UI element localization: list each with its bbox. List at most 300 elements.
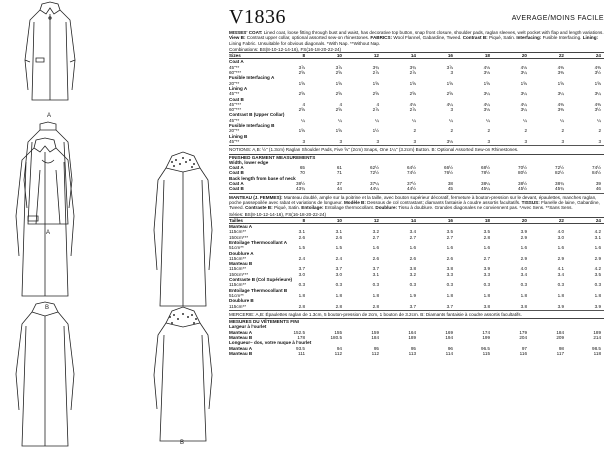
yardage-value: 3⅛ [483, 70, 490, 76]
fabric-width-label: 45"*** [229, 101, 242, 107]
yardage-value: ¼ [523, 117, 527, 123]
yardage-value: 1.8 [335, 292, 342, 298]
measurement-value: 71 [336, 170, 342, 176]
yardage-value: 3⅜ [557, 107, 564, 113]
yardage-value: 4.0 [557, 229, 564, 235]
measurement-row-label: Manteau A [229, 329, 253, 335]
yardage-value: 3⅛ [483, 107, 490, 113]
size-cell: 10 [336, 53, 342, 59]
sizes-label: Tailles [229, 217, 243, 223]
size-cell: 22 [558, 53, 564, 59]
size-cell: 12 [373, 53, 379, 59]
english-description [229, 30, 604, 46]
size-cell: 10 [336, 217, 342, 223]
yardage-value: 3.8 [409, 266, 416, 272]
size-cell: 20 [521, 53, 527, 59]
yardage-value: 1⅝ [557, 80, 564, 86]
yardage-value: 1.6 [483, 245, 490, 251]
yardage-value: 4.2 [594, 266, 601, 272]
yardage-value: 2.9 [520, 234, 527, 240]
yardage-value: ¼ [301, 117, 305, 123]
measurement-value: 45 [447, 186, 453, 192]
lining-title: Lining: [582, 35, 599, 41]
measurement-row-label: Coat A [229, 165, 244, 171]
english-sizes-header [229, 52, 604, 59]
yardage-value: 3.2 [409, 271, 416, 277]
yardage-value: 1.8 [520, 292, 527, 298]
yardage-value: 3⅜ [557, 70, 564, 76]
yardage-value: 4⅜ [557, 101, 564, 107]
yardage-value: 2.8 [298, 303, 305, 309]
size-cell: 18 [484, 53, 490, 59]
fabric-section-label: Manteau A [229, 224, 253, 230]
measurement-value: 38½ [296, 181, 305, 187]
yardage-value: 2⅞ [409, 70, 416, 76]
yardage-value: 3⅛ [446, 138, 453, 144]
fabric-section-label: Lining B [229, 133, 248, 139]
measurement-value: 189 [408, 335, 416, 341]
measurement-value: 95 [410, 345, 416, 351]
yardage-value: 3.3 [483, 271, 490, 277]
yardage-value: 2 [598, 128, 601, 134]
measurement-value: 76½ [444, 170, 453, 176]
yardage-value: 3.1 [372, 271, 379, 277]
yardage-value: 3 [524, 138, 527, 144]
measurement-row-label: Manteau A [229, 345, 253, 351]
measurement-value: 118 [593, 350, 601, 356]
measurement-row-label: Coat B [229, 170, 244, 176]
yardage-value: 3.1 [298, 229, 305, 235]
yardage-value: 1.6 [409, 245, 416, 251]
yardage-value: 2⅝ [446, 91, 453, 97]
yardage-value: 2.7 [483, 255, 490, 261]
series-line: Séries: BS(8-10-12-14-16), FS(16-18-20-22-24) [229, 211, 327, 217]
yardage-value: ¼ [338, 117, 342, 123]
yardage-value: 3 [302, 138, 305, 144]
interfacing-text: Fusible Interfacing. [542, 35, 582, 41]
yardage-value: 3.0 [557, 234, 564, 240]
fabric-section-label: Entoilage Thermocollant A [229, 239, 288, 245]
size-cell: 16 [447, 53, 453, 59]
yardage-value: 2.7 [446, 234, 453, 240]
yardage-value: 3¼ [520, 91, 527, 97]
yardage-value: 2 [413, 128, 416, 134]
measurement-value: 38¼ [481, 181, 490, 187]
yardage-value: 3.7 [298, 266, 305, 272]
measurement-value: 95 [373, 345, 379, 351]
yardage-value: 3.7 [409, 303, 416, 309]
measurement-value: 46 [595, 186, 601, 192]
fabric-section-label: Doublure A [229, 250, 254, 256]
measurement-value: 155 [334, 329, 342, 335]
english-width-table [229, 165, 604, 176]
french-width-table [229, 330, 604, 341]
size-cell: 24 [595, 217, 601, 223]
measurement-value: 37 [336, 181, 342, 187]
combinations-line: Combinations: BS(8-10-12-14-16), FS(16-18-20-22-24) [229, 46, 342, 52]
measurement-value: 98 [558, 345, 564, 351]
yardage-value: 2.9 [594, 255, 601, 261]
yardage-value: 3⅞ [335, 64, 342, 70]
pattern-code: V1836 [229, 6, 286, 28]
yardage-value: 3.7 [372, 266, 379, 272]
fabric-width-label: 115cm** [229, 303, 247, 309]
figure-label-b-front: B [45, 305, 50, 311]
french-description-text: Manteau doublé, ample sur la poitrine et la taille, avec bouton supérieur décoratif, fermeture à bouton-pression sur le devant, épaulettes, manches raglan, poche passepoilée avec rabat et variations de longueur. [229, 194, 597, 205]
measurement-value: 117 [556, 350, 564, 356]
french-description-title: MANTEAU (J. FEMMES): [229, 194, 283, 200]
measurement-value: 96.5 [481, 345, 490, 351]
measurement-row-label: Manteau B [229, 335, 253, 341]
figure-label-b-back: B [180, 440, 185, 446]
yardage-value: 1.5 [335, 245, 342, 251]
technical-drawings-panel [0, 0, 228, 450]
fabric-section-label: Coat B [229, 96, 244, 102]
pattern-header [229, 6, 604, 28]
measurement-value: 80½ [518, 170, 527, 176]
lining-text: Lining Fabric. Unsuitable for obvious diagonals. *With Nap. **Without Nap. [229, 40, 381, 46]
yardage-value: 3.0 [298, 271, 305, 277]
yardage-value: 3.8 [446, 266, 453, 272]
size-cell: 14 [410, 53, 416, 59]
yardage-value: 1⅝ [335, 80, 342, 86]
yardage-value: 4⅜ [594, 101, 601, 107]
measurement-value: 44 [336, 186, 342, 192]
yardage-value: 3¼ [483, 91, 490, 97]
yardage-value: 1.8 [557, 292, 564, 298]
yardage-value: 1.8 [372, 292, 379, 298]
yardage-value: 2.6 [335, 234, 342, 240]
coat-b-back-rhinestone-drawing [150, 305, 216, 445]
yardage-value: 3.0 [335, 271, 342, 277]
yardage-value: 3.9 [483, 266, 490, 272]
instructions-column [229, 30, 604, 356]
fabric-width-label: 115cm** [229, 229, 247, 235]
tissus-text: Flanelle de laine, Gabardine, Tweed. [229, 199, 600, 211]
yardage-value: 1⅝ [520, 80, 527, 86]
measurement-value: 37¼ [370, 181, 379, 187]
measurement-value: 39 [595, 181, 601, 187]
yardage-value: 3 [413, 138, 416, 144]
yardage-value: 0.3 [409, 282, 416, 288]
yardage-value: 2⅝ [298, 91, 305, 97]
fabric-width-label: 45"** [229, 138, 240, 144]
measurement-value: 159 [371, 329, 379, 335]
measurement-value: 45½ [518, 186, 527, 192]
english-description-text: Lined coat, loose fitting through bust and waist, has decorative top button, snap front closure, shoulder pads, raglan sleeves, welt pocket with flap and length variations. [263, 30, 604, 35]
fabric-width-label: 20"** [229, 80, 240, 86]
yardage-value: 3.7 [335, 266, 342, 272]
measurement-value: 70 [299, 170, 305, 176]
yardage-value: 3 [598, 138, 601, 144]
modele-b-title: Modèle B: [343, 199, 366, 205]
yardage-value: 3 [450, 70, 453, 76]
yardage-value: 3.7 [446, 303, 453, 309]
largeur-title: Largeur à l'ourlet [229, 324, 267, 330]
fabric-section-label: Entoilage Thermocollant B [229, 287, 288, 293]
measurement-row-label: Coat B [229, 186, 244, 192]
measurement-value: 44¼ [370, 186, 379, 192]
measurement-row-label: Manteau B [229, 350, 253, 356]
mesures-title: MESURES DU VÊTEMENTS FINI [229, 318, 604, 324]
yardage-value: 3.9 [520, 229, 527, 235]
measurement-value: 199 [482, 335, 490, 341]
yardage-value: 2 [524, 128, 527, 134]
french-back-length-table [229, 346, 604, 357]
yardage-value: 3.8 [483, 303, 490, 309]
yardage-value: 4⅛ [520, 64, 527, 70]
yardage-value: 3¾ [372, 64, 379, 70]
yardage-value: 1.8 [446, 292, 453, 298]
yardage-value: 2.7 [409, 234, 416, 240]
fabric-width-label: 115cm** [229, 266, 247, 272]
yardage-value: 1.9 [409, 292, 416, 298]
yardage-value: 2⅝ [298, 107, 305, 113]
yardage-value: 3.4 [520, 271, 527, 277]
yardage-value: 0.3 [483, 282, 490, 288]
measurement-value: 64½ [407, 165, 416, 171]
yardage-value: 3.5 [446, 229, 453, 235]
fabric-width-label: 60"*** [229, 107, 242, 113]
measurement-value: 169 [445, 329, 453, 335]
yardage-value: 4.2 [594, 229, 601, 235]
fabric-width-label: 60"*** [229, 70, 242, 76]
coat-a-front-drawing [20, 0, 80, 110]
measurement-value: 78½ [481, 170, 490, 176]
size-cell: 20 [521, 217, 527, 223]
fabrics-text: Wool Flannel, Gabardine, Tweed. [393, 35, 462, 41]
measurement-value: 113 [408, 350, 416, 356]
measurement-value: 72½ [555, 165, 564, 171]
yardage-value: 1.6 [446, 245, 453, 251]
measurement-value: 194 [445, 335, 453, 341]
yardage-value: 1⅝ [594, 80, 601, 86]
yardage-value: 0.3 [594, 282, 601, 288]
english-yardage-table [229, 59, 604, 144]
measurement-value: 114 [445, 350, 453, 356]
fabric-section-label: Contrast B (Upper Collar) [229, 112, 285, 118]
yardage-value: 1⅝ [298, 80, 305, 86]
yardage-value: 0.3 [520, 282, 527, 288]
yardage-value: 3 [339, 138, 342, 144]
yardage-value: 3.4 [409, 229, 416, 235]
measurement-value: 93.5 [296, 345, 305, 351]
yardage-value: 3.5 [594, 271, 601, 277]
yardage-value: 1.6 [372, 245, 379, 251]
measurement-value: 178 [297, 335, 305, 341]
yardage-value: 2.4 [335, 255, 342, 261]
yardage-value: 3.1 [335, 229, 342, 235]
contrast-b-title: Contrast B: [462, 35, 488, 41]
measurement-value: 82½ [555, 170, 564, 176]
yardage-value: 2⅝ [335, 91, 342, 97]
measurement-value: 111 [298, 350, 305, 356]
yardage-value: 2.6 [409, 255, 416, 261]
yardage-value: 4 [376, 101, 379, 107]
measurement-value: 214 [593, 335, 601, 341]
fabric-width-label: 51cm** [229, 245, 244, 251]
yardage-value: 2.8 [335, 303, 342, 309]
yardage-value: 1⅝ [372, 80, 379, 86]
figure-label-a-back: A [46, 230, 51, 236]
yardage-value: 2.4 [298, 255, 305, 261]
yardage-value: 3¼ [520, 70, 527, 76]
yardage-value: 3 [487, 138, 490, 144]
yardage-value: 2.8 [372, 303, 379, 309]
yardage-value: 1½ [372, 128, 379, 134]
yardage-value: 1.6 [520, 245, 527, 251]
yardage-value: 0.3 [446, 282, 453, 288]
entoilage-title: Entoilage: [301, 205, 324, 211]
fabric-width-label: 45"** [229, 117, 240, 123]
fabric-width-label: 150cm*** [229, 234, 249, 240]
size-cell: 12 [373, 217, 379, 223]
english-description-title: MISSES' COAT: [229, 30, 263, 35]
measurement-value: 115 [482, 350, 490, 356]
size-cell: 14 [410, 217, 416, 223]
measurement-value: 37½ [407, 181, 416, 187]
yardage-value: 4.0 [520, 266, 527, 272]
measurement-value: 44½ [407, 186, 416, 192]
fabrics-title: FABRICS: [370, 35, 393, 41]
yardage-value: 2.9 [557, 255, 564, 261]
measurement-value: 38½ [518, 181, 527, 187]
yardage-value: 4⅜ [594, 64, 601, 70]
size-cell: 22 [558, 217, 564, 223]
yardage-value: ¼ [375, 117, 379, 123]
mercerie-text: MERCERIE: A,B: Épaulettes raglan de 1.3cm, 5 bouton-pression de 2cm, 1 bouton de 3.2cm. B: Diamants fantaisie à coudre assortis facultatifs. [229, 311, 522, 317]
yardage-value: 1.8 [298, 292, 305, 298]
yardage-value: 2⅞ [409, 107, 416, 113]
measurement-value: 96 [447, 345, 453, 351]
measurement-value: 174 [482, 329, 490, 335]
yardage-value: 1.8 [594, 292, 601, 298]
contraste-b-title: Contraste B: [245, 205, 273, 211]
yardage-value: 3⅞ [298, 64, 305, 70]
yardage-value: 2⅝ [409, 91, 416, 97]
fabric-section-label: Lining A [229, 85, 248, 91]
measurement-value: 164 [408, 329, 416, 335]
yardage-value: 2.6 [298, 234, 305, 240]
notions-text: NOTIONS: A,B: ½" (1.3cm) Raglan Shoulder Pads, Five ⅝" (2cm) Snaps, One 1¼" (3.2cm) Button. B: Optional Assorted Sew-on Rhinestones. [229, 147, 519, 153]
yardage-value: 4⅛ [483, 64, 490, 70]
yardage-value: 4 [339, 101, 342, 107]
measurement-value: 72½ [370, 170, 379, 176]
yardage-value: 3 [450, 107, 453, 113]
measurement-value: 152.5 [293, 329, 305, 335]
sizes-label: Sizes [229, 53, 241, 59]
finished-measurements-title: FINISHED GARMENT MEASUREMENTS [229, 154, 604, 160]
yardage-value: 1⅝ [409, 80, 416, 86]
yardage-value: 4 [302, 101, 305, 107]
fabric-section-label: Coat A [229, 59, 244, 65]
longueur-title: Longueur– dos, votre nuque à l'ourlet [229, 340, 312, 346]
yardage-value: 3¾ [409, 64, 416, 70]
yardage-value: 1⅝ [446, 80, 453, 86]
measurement-value: 98.5 [592, 345, 601, 351]
fabric-section-label: Manteau B [229, 261, 253, 267]
yardage-value: 2⅝ [372, 91, 379, 97]
measurement-value: 61 [336, 165, 342, 171]
measurement-value: 97 [521, 345, 527, 351]
fabric-width-label: 115cm** [229, 282, 247, 288]
view-b-text: Contrast upper collar, optional assorted sew-on rhinestones. [246, 35, 370, 41]
yardage-value: ¼ [412, 117, 416, 123]
measurement-value: 70½ [518, 165, 527, 171]
size-cell: 16 [447, 217, 453, 223]
width-lower-edge-title: Width, lower edge [229, 159, 269, 165]
yardage-value: 0.3 [298, 282, 305, 288]
yardage-value: 4¼ [446, 101, 453, 107]
yardage-value: ¼ [486, 117, 490, 123]
measurement-value: 45¼ [481, 186, 490, 192]
yardage-value: 2.9 [520, 255, 527, 261]
yardage-value: 2 [487, 128, 490, 134]
yardage-value: 4¼ [483, 101, 490, 107]
yardage-value: 3½ [594, 107, 601, 113]
coat-b-back-drawing [150, 150, 216, 310]
measurement-value: 179 [519, 329, 527, 335]
yardage-value: 4¼ [520, 101, 527, 107]
fabric-section-label: Doublure B [229, 298, 254, 304]
yardage-value: 1.6 [594, 245, 601, 251]
difficulty-label: AVERAGE/MOINS FACILE [511, 15, 604, 22]
tissus-title: TISSUS: [521, 199, 540, 205]
measurement-value: 112 [334, 350, 342, 356]
fabric-width-label: 150cm*** [229, 271, 249, 277]
measurement-value: 209 [556, 335, 564, 341]
fabric-width-label: 45"** [229, 64, 240, 70]
yardage-value: 4.1 [557, 266, 564, 272]
measurement-value: 62½ [370, 165, 379, 171]
measurement-value: 184 [371, 335, 379, 341]
measurement-value: 84½ [592, 170, 601, 176]
yardage-value: 2.7 [372, 234, 379, 240]
measurement-value: 38 [447, 181, 453, 187]
yardage-value: 1⅝ [483, 80, 490, 86]
yardage-value: 2 [561, 128, 564, 134]
yardage-value: 4⅛ [409, 101, 416, 107]
yardage-value: 3.5 [483, 229, 490, 235]
figure-label-a-front: A [47, 113, 52, 119]
fabric-section-label: Fusible Interfacing A [229, 75, 275, 81]
yardage-value: 3¼ [594, 91, 601, 97]
coat-b-front-open-drawing [10, 300, 80, 450]
fabric-width-label: 20"** [229, 128, 240, 134]
interfacing-title: Interfacing: [516, 35, 542, 41]
contrast-b-text: Piqué, Satin. [488, 35, 516, 41]
yardage-value: 0.3 [557, 282, 564, 288]
size-cell: 8 [302, 53, 305, 59]
modele-b-text: Dessous de col contrastant; diamants fantaisie à coudre assortis facultatifs. [367, 199, 521, 205]
view-b-title: View B: [229, 35, 246, 41]
fabric-width-label: 45"** [229, 91, 240, 97]
yardage-value: 4⅜ [557, 64, 564, 70]
measurement-value: 180.5 [330, 335, 342, 341]
yardage-value: 2.8 [483, 234, 490, 240]
fabric-section-label: Fusible Interfacing B [229, 123, 275, 129]
measurement-value: 204 [519, 335, 527, 341]
measurement-value: 66½ [444, 165, 453, 171]
yardage-value: 3.2 [372, 229, 379, 235]
doublure-text: Tissu à doublure. Grandes diagonales ne conviennent pas. *Avec Sens. **Sans Sens. [398, 205, 573, 211]
measurement-value: 38¾ [555, 181, 564, 187]
french-sizes-header [229, 217, 604, 224]
measurement-value: 112 [371, 350, 379, 356]
measurement-row-label: Coat A [229, 181, 244, 187]
yardage-value: 2.6 [446, 255, 453, 261]
yardage-value: 3.8 [520, 303, 527, 309]
